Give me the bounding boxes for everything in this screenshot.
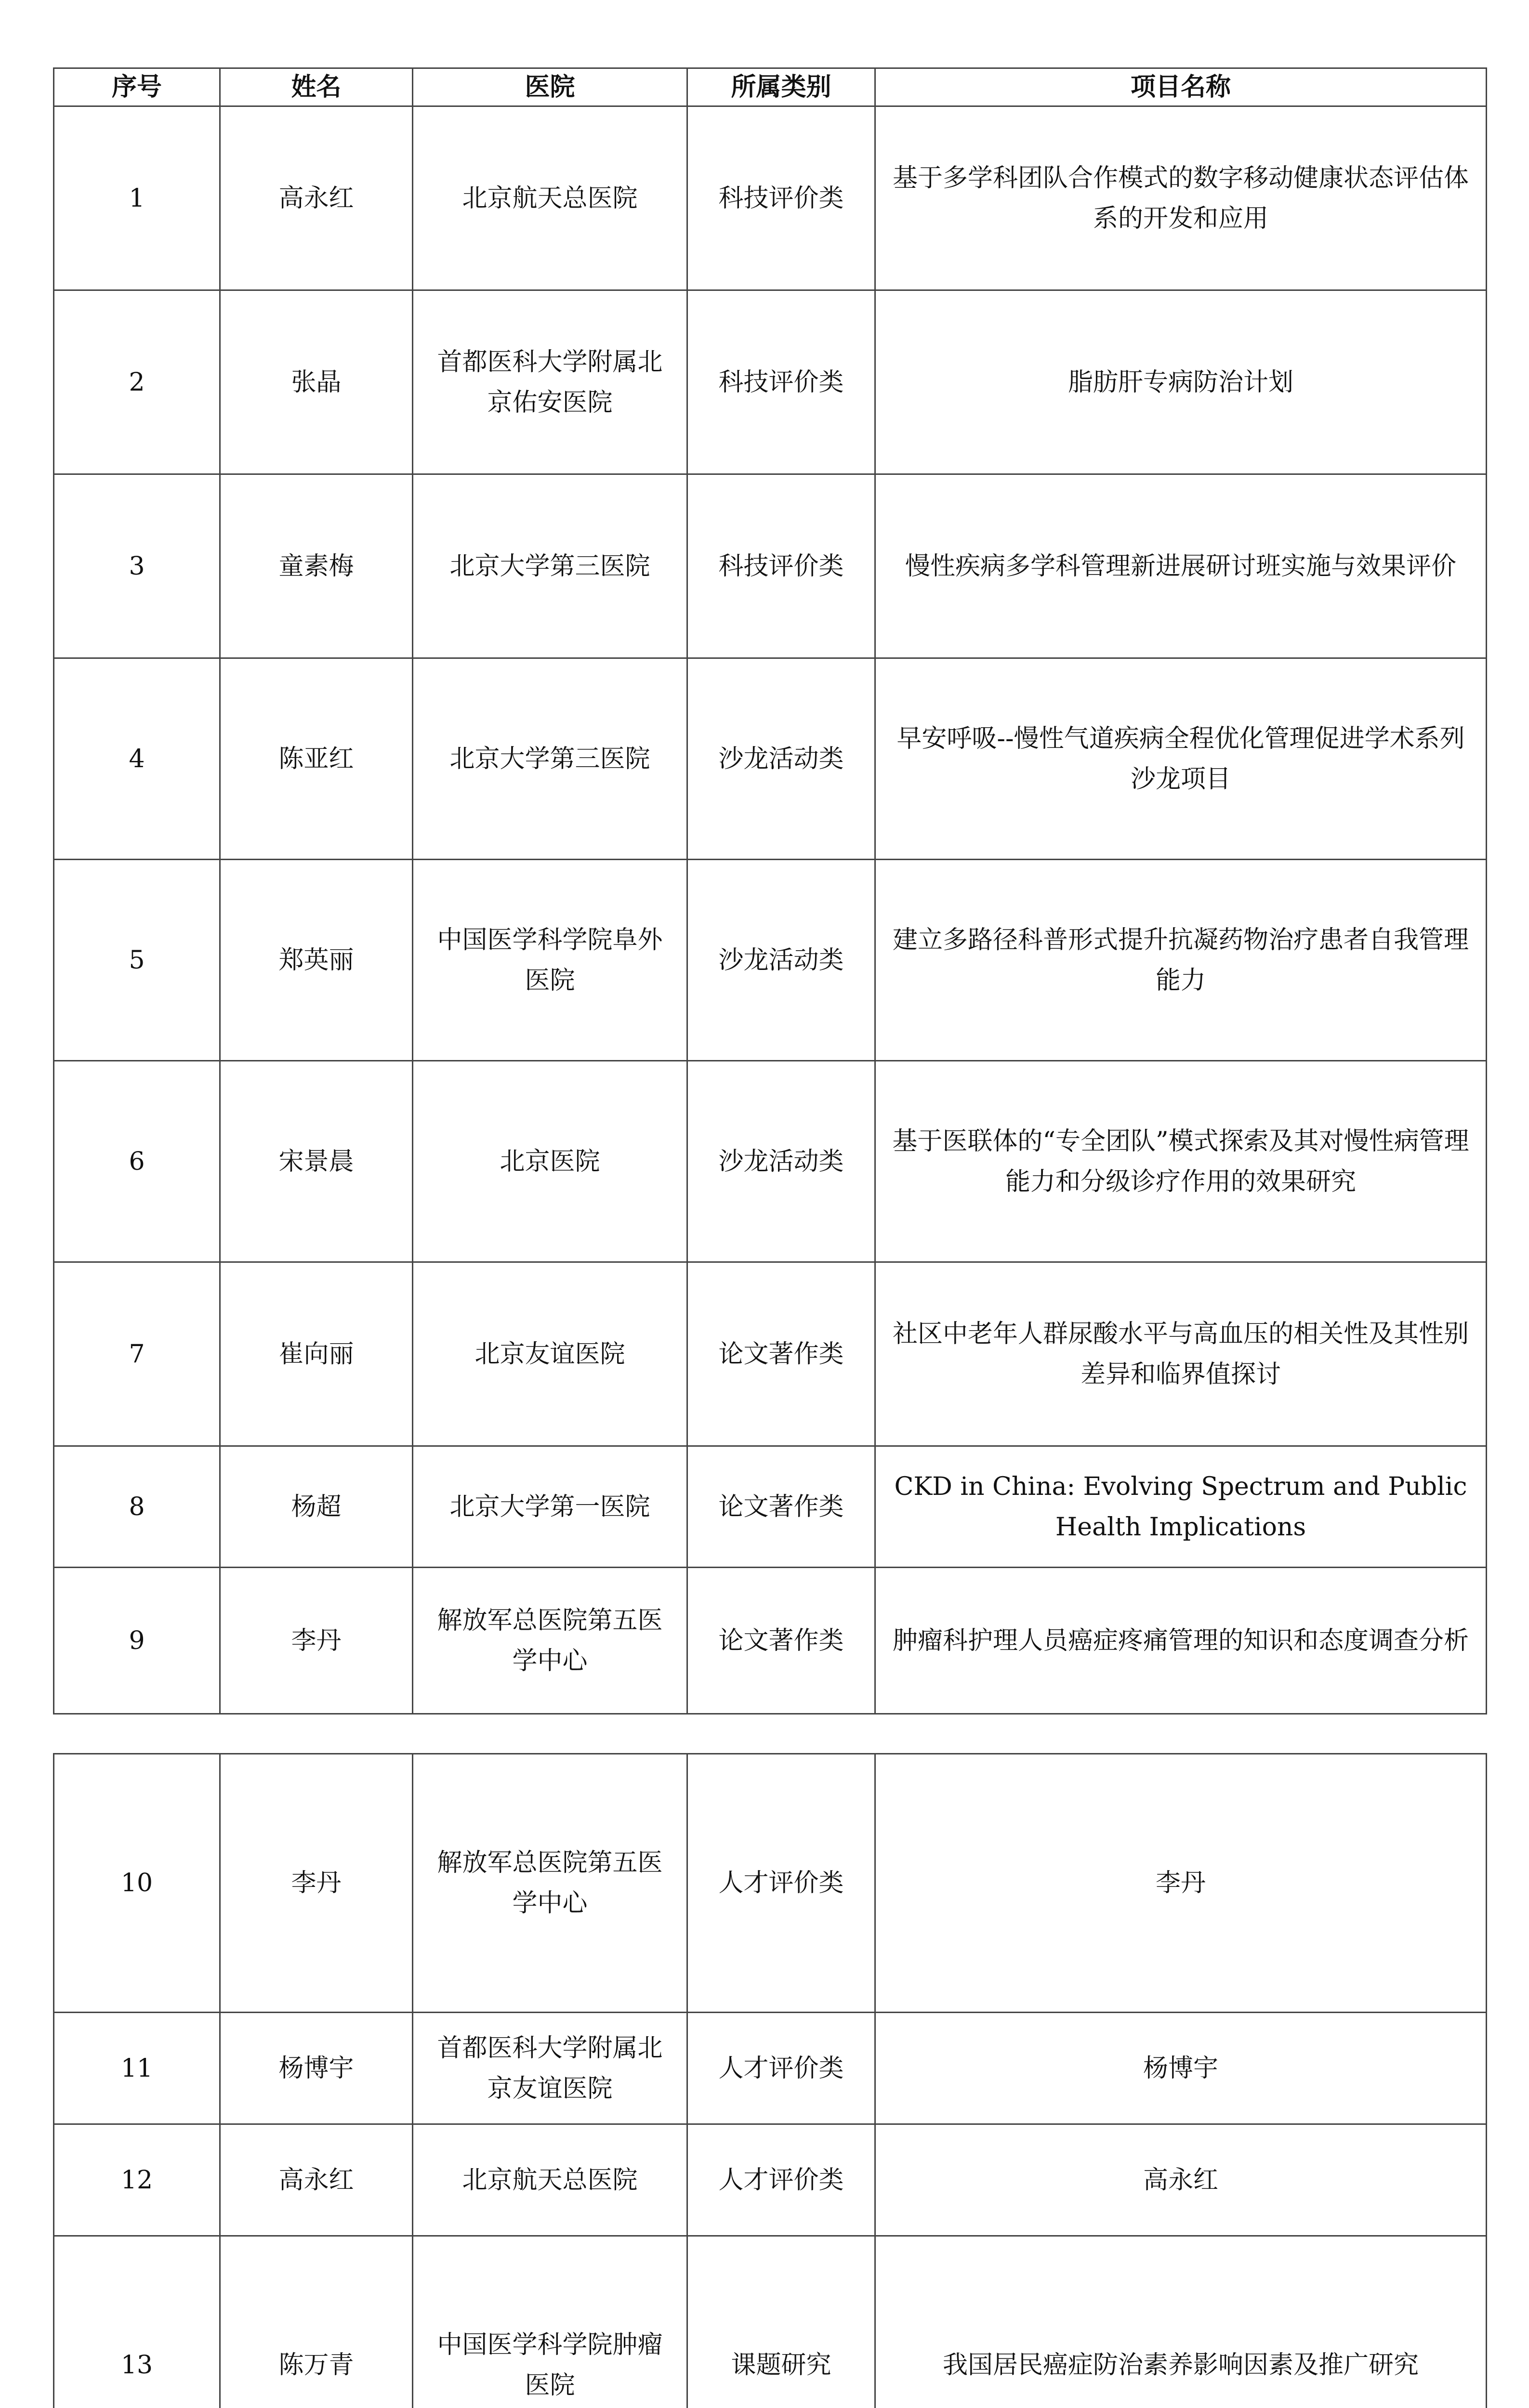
table-row [54,1061,1487,1262]
cell-category: 沙龙活动类 [687,1061,875,1262]
cell-category: 科技评价类 [687,474,875,658]
cell-seq: 7 [54,1262,220,1446]
cell-project: 社区中老年人群尿酸水平与高血压的相关性及其性别差异和临界值探讨 [875,1262,1487,1446]
cell-project: 高永红 [875,2124,1487,2236]
cell-seq: 4 [54,658,220,860]
cell-hospital: 中国医学科学院肿瘤医院 [413,2236,687,2408]
table-row [54,1262,1487,1446]
table-row [54,1446,1487,1568]
cell-category: 人才评价类 [687,1754,875,2013]
cell-seq: 6 [54,1061,220,1262]
cell-seq: 3 [54,474,220,658]
cell-name: 陈亚红 [220,658,413,860]
cell-project: 早安呼吸--慢性气道疾病全程优化管理促进学术系列沙龙项目 [875,658,1487,860]
cell-category: 课题研究 [687,2236,875,2408]
table-row [54,2236,1487,2408]
cell-seq: 1 [54,106,220,290]
table-row [54,106,1487,290]
cell-hospital: 北京友谊医院 [413,1262,687,1446]
cell-name: 郑英丽 [220,860,413,1061]
cell-name: 童素梅 [220,474,413,658]
cell-seq: 8 [54,1446,220,1568]
cell-hospital: 解放军总医院第五医学中心 [413,1754,687,2013]
cell-project: 肿瘤科护理人员癌症疼痛管理的知识和态度调查分析 [875,1568,1487,1714]
cell-project: 建立多路径科普形式提升抗凝药物治疗患者自我管理能力 [875,860,1487,1061]
table-row [54,2124,1487,2236]
cell-name: 高永红 [220,2124,413,2236]
cell-name: 李丹 [220,1754,413,2013]
header-category: 所属类别 [687,68,875,106]
cell-category: 沙龙活动类 [687,860,875,1061]
cell-project: 基于医联体的“专全团队”模式探索及其对慢性病管理能力和分级诊疗作用的效果研究 [875,1061,1487,1262]
header-hospital: 医院 [413,68,687,106]
cell-category: 论文著作类 [687,1568,875,1714]
cell-name: 张晶 [220,290,413,474]
cell-category: 沙龙活动类 [687,658,875,860]
cell-seq: 2 [54,290,220,474]
header-project: 项目名称 [875,68,1487,106]
cell-hospital: 首都医科大学附属北京佑安医院 [413,290,687,474]
cell-project: 杨博宇 [875,2013,1487,2124]
cell-name: 陈万青 [220,2236,413,2408]
cell-category: 人才评价类 [687,2124,875,2236]
header-name: 姓名 [220,68,413,106]
header-seq: 序号 [54,68,220,106]
table-row [54,1754,1487,2013]
cell-seq: 9 [54,1568,220,1714]
cell-hospital: 北京航天总医院 [413,2124,687,2236]
cell-seq: 12 [54,2124,220,2236]
cell-hospital: 解放军总医院第五医学中心 [413,1568,687,1714]
cell-hospital: 北京大学第一医院 [413,1446,687,1568]
cell-hospital: 中国医学科学院阜外医院 [413,860,687,1061]
table-row [54,658,1487,860]
cell-name: 李丹 [220,1568,413,1714]
cell-project: 脂肪肝专病防治计划 [875,290,1487,474]
award-table-page-1 [53,67,1487,1714]
table-row [54,290,1487,474]
cell-hospital: 北京医院 [413,1061,687,1262]
cell-category: 人才评价类 [687,2013,875,2124]
cell-hospital: 北京大学第三医院 [413,474,687,658]
cell-category: 科技评价类 [687,290,875,474]
cell-name: 崔向丽 [220,1262,413,1446]
cell-category: 科技评价类 [687,106,875,290]
cell-name: 杨超 [220,1446,413,1568]
cell-project: 我国居民癌症防治素养影响因素及推广研究 [875,2236,1487,2408]
award-table-page-2 [53,1753,1487,2408]
table-row [54,860,1487,1061]
cell-name: 高永红 [220,106,413,290]
cell-hospital: 北京航天总医院 [413,106,687,290]
cell-seq: 10 [54,1754,220,2013]
cell-seq: 5 [54,860,220,1061]
table-row [54,1568,1487,1714]
cell-project: CKD in China: Evolving Spectrum and Public Health Implications [875,1446,1487,1568]
cell-project: 李丹 [875,1754,1487,2013]
table-header-row [54,68,1487,106]
cell-project: 慢性疾病多学科管理新进展研讨班实施与效果评价 [875,474,1487,658]
cell-hospital: 首都医科大学附属北京友谊医院 [413,2013,687,2124]
table-row [54,474,1487,658]
cell-category: 论文著作类 [687,1446,875,1568]
cell-name: 杨博宇 [220,2013,413,2124]
cell-category: 论文著作类 [687,1262,875,1446]
cell-hospital: 北京大学第三医院 [413,658,687,860]
cell-name: 宋景晨 [220,1061,413,1262]
table-row [54,2013,1487,2124]
cell-seq: 11 [54,2013,220,2124]
cell-project: 基于多学科团队合作模式的数字移动健康状态评估体系的开发和应用 [875,106,1487,290]
cell-seq: 13 [54,2236,220,2408]
